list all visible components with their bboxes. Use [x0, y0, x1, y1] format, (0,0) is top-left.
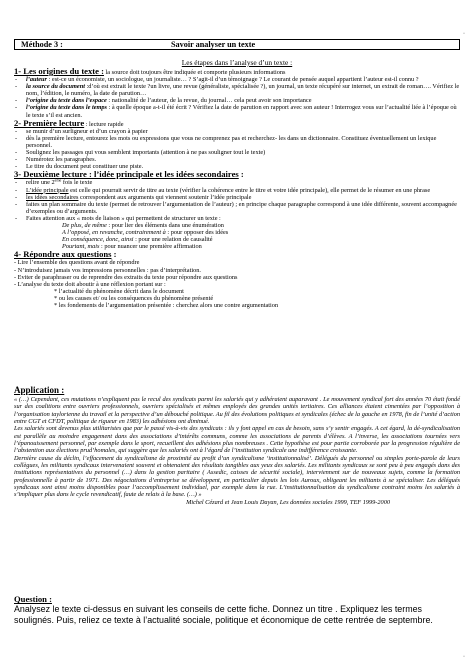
linking-word: A l’opposé, en revanche, contrairement à : pour opposer des idées: [62, 229, 229, 237]
list-item: * les fondements de l’argumentation présentée : cherchez alors une contre argumentation: [54, 302, 279, 309]
application-section: [14, 385, 460, 506]
section-4-title: 4- Répondre aux questions: [14, 249, 112, 260]
list-item: * ou les causes et/ ou les conséquences du phénomène présenté: [54, 294, 214, 302]
section-3: 3- Deuxième lecture : l’idée principale et les idées secondaires : - relire une 2ème fois le texte - L’idée principale est celle qui pourrait servir de titre au texte (vérifier la cohérence entre le titre et votre idée principale), elle permet de le résumer en une phrase - les idées secondaires correspondent aux arguments qui viennent soutenir l’idée principale - faites un plan sommaire du texte (permet de retrouver l’argumentation de l’auteur) ; en principe chaque paragraphe correspond à une idée différente, souvent accompagnée d’exemples ou d’arguments. - Faites attention aux « mots de liaison » qui permettent de structurer un texte : De plus, de même : pour lier des éléments dans une énumération A l’opposé, en revanche, contrairement à : pour opposer des idées En conséquence, donc, ainsi : pour une relation de causalité Pourtant, mais : pour nuancer une première affirmation: [14, 170, 460, 250]
list-item: - faites un plan sommaire du texte (permet de retrouver l’argumentation de l’auteur) ; en principe chaque paragraphe correspond à une idée différente, souvent accompagnée d’exemples ou d’arguments.: [14, 201, 460, 215]
list-item: - L’analyse du texte doit aboutir à une réflexion portant sur :: [14, 280, 166, 288]
question-section: [14, 595, 460, 625]
linking-word: En conséquence, donc, ainsi : pour une relation de causalité: [62, 236, 213, 244]
list-item: - N’introduisez jamais vos impressions personnelles : pas d’interprétation.: [14, 266, 201, 274]
quote-source: Michel Cézard et Jean Louis Dayan, Les données sociales 1999, TEF 1999-2000: [186, 498, 390, 506]
list-item: - les idées secondaires correspondent aux arguments qui viennent soutenir l’idée principale: [14, 194, 460, 201]
section-1-intro: la source doit toujours être indiquée et comporte plusieurs informations: [103, 69, 286, 76]
section-2-intro: : lecture rapide: [84, 120, 124, 128]
method-body: [14, 59, 460, 309]
question-title: Question :: [14, 594, 52, 604]
list-item: * l’actualité du phénomène décrit dans le document: [54, 287, 184, 295]
list-item: - Numérotez les paragraphes.: [14, 156, 460, 163]
list-item: - l’origine du texte dans l’espace : nationalité de l’auteur, de la revue, du journal… cela peut avoir son importance: [14, 97, 460, 104]
list-item: - relire une 2ème fois le texte: [14, 179, 460, 186]
method-header: [14, 39, 460, 50]
question-text: Analysez le texte ci-dessus en suivant les conseils de cette fiche. Donnez un titre . Expliquez les termes soulignés. Puis, reliez ce texte à l’actualité sociale, politique et économique de cette rentrée de septembre.: [14, 604, 433, 625]
corner-mark-top: ·: [463, 31, 465, 37]
list-item: - se munir d’un surligneur et d’un crayon à papier: [14, 128, 460, 135]
linking-word: De plus, de même : pour lier des éléments dans une énumération: [62, 221, 224, 229]
corner-mark-bottom: ·: [463, 654, 465, 660]
list-item: - Lire l’ensemble des questions avant de répondre: [14, 259, 140, 267]
method-number: Méthode 3 :: [21, 40, 63, 49]
list-item: - Faites attention aux « mots de liaison » qui permettent de structurer un texte :: [14, 215, 460, 222]
list-item: - L’idée principale est celle qui pourrait servir de titre au texte (vérifier la cohérence entre le titre et votre idée principale), elle permet de le résumer en une phrase: [14, 187, 460, 194]
list-item: - l’origine du texte dans le temps : à quelle époque a-t-il été écrit ? Vérifiez la date de parution en rapport avec son auteur ! Interrogez vous sur l’actualité liée à l’époque où le texte s’il est ancien.: [14, 104, 460, 118]
list-item: - Soulignez les passages qui vous semblent importants (attention à ne pas souligner tout le texte): [14, 149, 460, 156]
steps-subtitle: Les étapes dans l’analyse d’un texte :: [181, 58, 293, 67]
method-title: Savoir analyser un texte: [171, 40, 256, 49]
section-2-title: 2- Première lecture: [14, 117, 85, 128]
list-item: - Eviter de paraphraser ou de reprendre des extraits du texte pour répondre aux questions: [14, 273, 238, 281]
list-item: - la source du document :d’où est extrait le texte ?un livre, une revue (généraliste, spécialisée ?), un journal, un texte récupéré sur internet, un extrait de roman…. Vérifiez le nom, l’édition, le numéro, la date de parution…: [14, 83, 460, 97]
section-3-title: 3- Deuxième lecture : l’idée principale et les idées secondaires: [14, 169, 239, 180]
quote-paragraph: « (…) Cependant, ces mutations n’expliquent pas le recul des syndicats parmi les salariés qui y adhéraient auparavant . Le mouvement syndical fort des années 70 était fondé sur des coalitions entre ouvriers professionnels, ouvriers spécialisés et mêmes employés des grandes unités tertiaires. Ces alliances étaient cimentées par l’opposition à l’organisation taylorienne du travail et la perspective d’un débouché politique. Au fil des évolutions politiques et syndicales (échec de la gauche en 1978, fin de l’unité d’action entre CGT et CFDT, politique de rigueur en 1983) les adhésions ont diminué.: [14, 396, 460, 426]
quoted-text: [14, 396, 460, 499]
quote-paragraph: Dernière cause du déclin, l’effacement du syndicalisme de proximité au profit d’un syndicalisme ‘institutionnalisé’. Délégués du personnel ou simples porte-parole de leurs collègues, les militants syndicaux intervenaient souvent et obtenaient des résultats tangibles aux yeux des salariés. Les militants syndicaux se sont peu à peu engagés dans des institutions représentatives du personnel (…) dans la gestion paritaire ( Assedic, caisses de sécurité sociale), interviennent sur de nouveaux sujets, comme la formation professionnelle à partir de 1971. Des négociations d’entreprise se développent, en particulier depuis les lois Auroux, obligeant les militants à se spécialiser. Les délégués syndicaux sont ainsi moins disponibles pour l’accomplissement individuel, par exemple dans la rue. L’institutionnalisation du syndicalisme contraint moins les salariés à s’impliquer plus dans le cycle revendicatif, faute de relais à la base. (…) »: [14, 454, 460, 499]
section-1: [14, 67, 460, 119]
list-item: - dès la première lecture, entourez les mots ou expressions que vous ne comprenez pas et recherchez- les dans un dictionnaire. Constituez éventuellement un lexique personnel.: [14, 135, 460, 149]
linking-word: Pourtant, mais : pour nuancer une première affirmation: [62, 243, 202, 251]
section-4: 4- Répondre aux questions : - Lire l’ensemble des questions avant de répondre - N’introduisez jamais vos impressions personnelles : pas d’interprétation. - Eviter de paraphraser ou de reprendre des extraits du texte pour répondre aux questions - L’analyse du texte doit aboutir à une réflexion portant sur : * l’actualité du phénomène décrit dans le document * ou les causes et/ ou les conséquences du phénomène présenté * les fondements de l’argumentation présentée : cherchez alors une contre argumentation: [14, 250, 460, 309]
list-item: - l’auteur : est-ce un économiste, un sociologue, un journaliste… ? S’agit-il d’un témoignage ? Le courant de pensée auquel appartient l’auteur est-il connu ?: [14, 76, 460, 83]
section-2: [14, 119, 460, 171]
application-title: Application :: [14, 385, 65, 395]
section-1-title: 1- Les origines du texte :: [14, 66, 104, 76]
list-item: - Le titre du document peut constituer une piste.: [14, 163, 460, 170]
quote-paragraph: Les salariés sont devenus plus utilitaristes que par le passé vis-à-vis des syndicats : ils y font appel en cas de besoin, sans s’y sentir engagés. A cet égard, la dé-syndicalisation est parallèle au moindre engagement dans des associations d’intérêts communs, comme les associations de parents d’élèves. A l’inverse, les associations tournées vers l’épanouissement personnel, par exemple dans le sport, recueillent des adhésions plus nombreuses . Cette hypothèse est pour partie corroborée par la progression régulière de l’abstention aux élections prud’homales, qui suggère que les salariés ont à l’égard de l’institution syndicale une indifférence croissante.: [14, 425, 460, 455]
